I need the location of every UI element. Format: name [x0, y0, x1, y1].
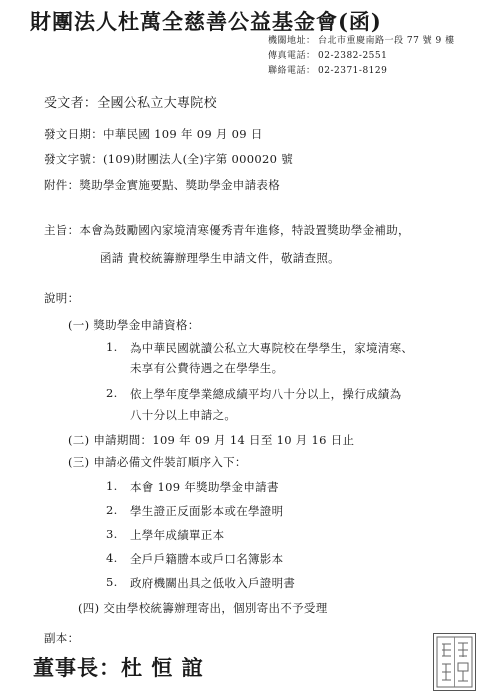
contact-fax-value: 02-2382-2551	[318, 51, 388, 61]
subject-line-1: 主旨：本會為鼓勵國內家境清寒優秀青年進修，特設置獎助學金補助，	[44, 223, 410, 237]
document-1-text: 本會 109 年獎助學金申請書	[130, 480, 279, 494]
contact-phone-value: 02-2371-8129	[318, 66, 388, 76]
eligibility-2-line-2: 八十分以上申請之。	[130, 408, 237, 422]
eligibility-2-line-1: 依上學年度學業總成績平均八十分以上，操行成績為	[130, 387, 402, 401]
section-2-application-period: (二) 申請期間：109 年 09 月 14 日至 10 月 16 日止	[68, 433, 355, 447]
contact-fax	[268, 48, 387, 61]
cc-label: 副本：	[44, 631, 80, 645]
issue-date: 發文日期：中華民國 109 年 09 月 09 日	[44, 127, 263, 141]
contact-address-value: 台北市重慶南路一段 77 號 9 樓	[318, 36, 455, 46]
document-2-number: 2.	[106, 503, 118, 517]
eligibility-2-number: 2.	[106, 386, 118, 400]
document-3-text: 上學年成績單正本	[130, 528, 225, 542]
document-3-number: 3.	[106, 527, 118, 541]
document-4-number: 4.	[106, 551, 118, 565]
document-number: 發文字號：(109)財團法人(全)字第 000020 號	[44, 152, 294, 166]
document-title: 財團法人杜萬全慈善公益基金會(函)	[30, 9, 382, 34]
contact-phone	[268, 63, 387, 76]
section-1-title: (一) 獎助學金申請資格：	[68, 318, 200, 332]
document-5-number: 5.	[106, 575, 118, 589]
contact-address	[268, 33, 455, 46]
contact-fax-label: 傳真電話：	[268, 51, 316, 61]
eligibility-1-number: 1.	[106, 340, 118, 354]
attachment: 附件：獎助學金實施要點、獎助學金申請表格	[44, 178, 280, 192]
section-4-submission: (四) 交由學校統籌辦理寄出，個別寄出不予受理	[78, 601, 328, 615]
document-2-text: 學生證正反面影本或在學證明	[130, 504, 284, 518]
subject-line-2: 函請 貴校統籌辦理學生申請文件，敬請查照。	[100, 251, 340, 265]
document-1-number: 1.	[106, 479, 118, 493]
section-3-title: (三) 申請必備文件裝訂順序入下：	[68, 455, 247, 469]
chairman-signature: 董事長：杜 恒 誼	[33, 655, 204, 680]
eligibility-1-line-1: 為中華民國就讀公私立大專院校在學學生，家境清寒、	[130, 341, 414, 355]
eligibility-1-line-2: 未享有公費待遇之在學學生。	[130, 361, 284, 375]
explanation-heading: 說明：	[44, 291, 80, 305]
contact-address-label: 機關地址：	[268, 36, 316, 46]
document-5-text: 政府機關出具之低收入戶證明書	[130, 576, 296, 590]
seal-stamp-icon	[433, 633, 476, 691]
recipient: 受文者：全國公私立大專院校	[44, 96, 217, 111]
document-4-text: 全戶戶籍謄本或戶口名簿影本	[130, 552, 284, 566]
contact-phone-label: 聯絡電話：	[268, 66, 316, 76]
